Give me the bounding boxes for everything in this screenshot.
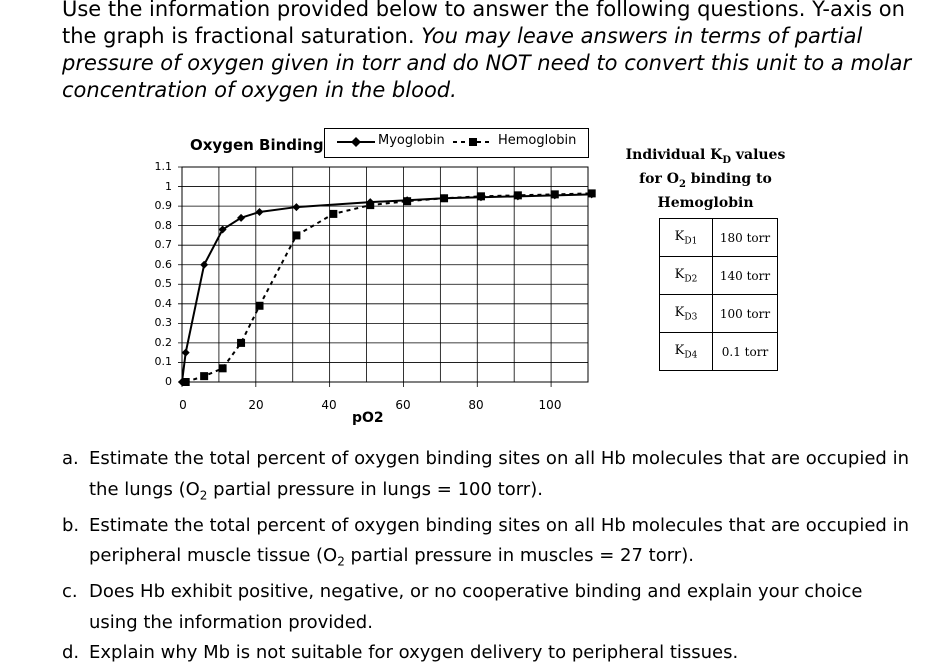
- hemoglobin-point: [292, 231, 300, 239]
- kd-title-k: Individual K: [625, 147, 723, 163]
- kd-title-line-1: [618, 146, 793, 170]
- legend-hemoglobin-label: Hemoglobin: [498, 133, 577, 148]
- y-tick-label: 0.4: [154, 297, 172, 310]
- y-tick-label: 0.2: [154, 336, 172, 349]
- kd-value: 0.1 torr: [713, 333, 778, 371]
- myoglobin-point: [200, 261, 208, 269]
- question-b-line-2: peripheral muscle tissue ($O_2$ partial pressure in muscles = 27 torr).: [89, 545, 694, 569]
- hemoglobin-point: [237, 339, 245, 347]
- kd-title-line-3: Hemoglobin: [657, 194, 754, 211]
- question-c: [62, 577, 942, 638]
- kd-row: [660, 295, 778, 333]
- kd-title-binding: binding to: [685, 170, 772, 187]
- y-tick-label: 0.3: [154, 316, 172, 329]
- hemoglobin-point: [551, 190, 559, 198]
- hemoglobin-point: [588, 189, 596, 197]
- hemoglobin-point: [182, 378, 190, 386]
- question-c-line-2: using the information provided.: [89, 611, 373, 633]
- question-d-line-1: Explain why Mb is not suitable for oxygen delivery to peripheral tissues.: [89, 642, 739, 664]
- myoglobin-series: [178, 190, 596, 386]
- question-letter: a.: [62, 448, 79, 469]
- x-tick-label: 80: [468, 398, 484, 412]
- kd-name: $K_{D3}$: [660, 295, 713, 333]
- chart-grid: [178, 167, 588, 387]
- instructions-line-3: pressure of oxygen given in torr and do NOT need to convert this unit to a molar: [62, 51, 912, 75]
- kd-name: $K_{D4}$: [660, 333, 713, 371]
- kd-title-for: for O: [639, 170, 679, 187]
- myoglobin-line: [182, 194, 592, 382]
- kd-title-o2-sub: 2: [678, 178, 686, 190]
- hemoglobin-point: [200, 372, 208, 380]
- hemoglobin-point: [256, 302, 264, 310]
- y-tick-label: 0.6: [154, 258, 172, 271]
- question-letter: c.: [62, 581, 78, 603]
- x-tick-label: 40: [321, 398, 337, 412]
- kd-title-values: values: [730, 147, 786, 163]
- hemoglobin-line: [186, 193, 592, 382]
- question-a-line-1: Estimate the total percent of oxygen binding sites on all Hb molecules that are occupied in: [89, 448, 909, 469]
- x-tick-label: 0: [179, 398, 187, 412]
- question-letter: d.: [62, 642, 80, 664]
- y-tick-label: 0.8: [154, 219, 172, 232]
- kd-name: $K_{D2}$: [660, 257, 713, 295]
- hemoglobin-point: [366, 201, 374, 209]
- kd-value: 140 torr: [713, 257, 778, 295]
- kd-table: [659, 218, 778, 371]
- y-tick-label: 0: [165, 375, 172, 388]
- kd-title-sub: D: [722, 154, 731, 166]
- hemoglobin-point: [477, 192, 485, 200]
- y-tick-label: 1: [165, 180, 172, 193]
- question-b-line-1: Estimate the total percent of oxygen binding sites on all Hb molecules that are occupied in: [89, 514, 909, 536]
- kd-value: 100 torr: [713, 295, 778, 333]
- kd-panel-title: [618, 146, 793, 213]
- legend-myoglobin-label: Myoglobin: [378, 133, 445, 148]
- chart-title: Oxygen Binding: [190, 136, 324, 154]
- instructions-line-1: Use the information provided below to answer the following questions. Y-axis on: [62, 0, 905, 21]
- kd-row: [660, 333, 778, 371]
- x-tick-label: 100: [538, 398, 562, 412]
- question-letter: b.: [62, 514, 80, 536]
- question-a-line-2: the lungs ($O_2$ partial pressure in lungs = 100 torr).: [89, 478, 543, 503]
- kd-row: [660, 257, 778, 295]
- kd-value: 180 torr: [713, 219, 778, 257]
- hemoglobin-point: [329, 210, 337, 218]
- question-b: [62, 511, 942, 578]
- question-c-line-1: Does Hb exhibit positive, negative, or no cooperative binding and explain your choice: [89, 581, 863, 603]
- instructions-line-4: concentration of oxygen in the blood.: [62, 78, 457, 102]
- x-tick-label: 60: [395, 398, 411, 412]
- hemoglobin-point: [514, 191, 522, 199]
- question-list: [62, 444, 942, 669]
- instructions-line-2-text: the graph is fractional saturation.: [62, 24, 422, 48]
- x-axis-label: pO2: [352, 410, 384, 426]
- myoglobin-point: [182, 349, 190, 357]
- y-tick-label: 0.5: [154, 277, 172, 290]
- y-tick-label: 0.9: [154, 199, 172, 212]
- y-tick-label: 1.1: [154, 160, 172, 173]
- y-tick-label: 0.1: [154, 355, 172, 368]
- hemoglobin-point: [440, 194, 448, 202]
- kd-title-line-2: [618, 170, 793, 194]
- kd-name: $K_{D1}$: [660, 219, 713, 257]
- myoglobin-point: [292, 203, 300, 211]
- hemoglobin-point: [403, 197, 411, 205]
- plot-frame: [182, 167, 588, 382]
- y-tick-label: 0.7: [154, 238, 172, 251]
- hemoglobin-point: [219, 364, 227, 372]
- question-a: [62, 444, 942, 511]
- instructions-line-2-italic: You may leave answers in terms of partial: [421, 24, 863, 48]
- myoglobin-point: [256, 208, 264, 216]
- kd-row: [660, 219, 778, 257]
- question-d: [62, 638, 942, 669]
- x-tick-label: 20: [248, 398, 264, 412]
